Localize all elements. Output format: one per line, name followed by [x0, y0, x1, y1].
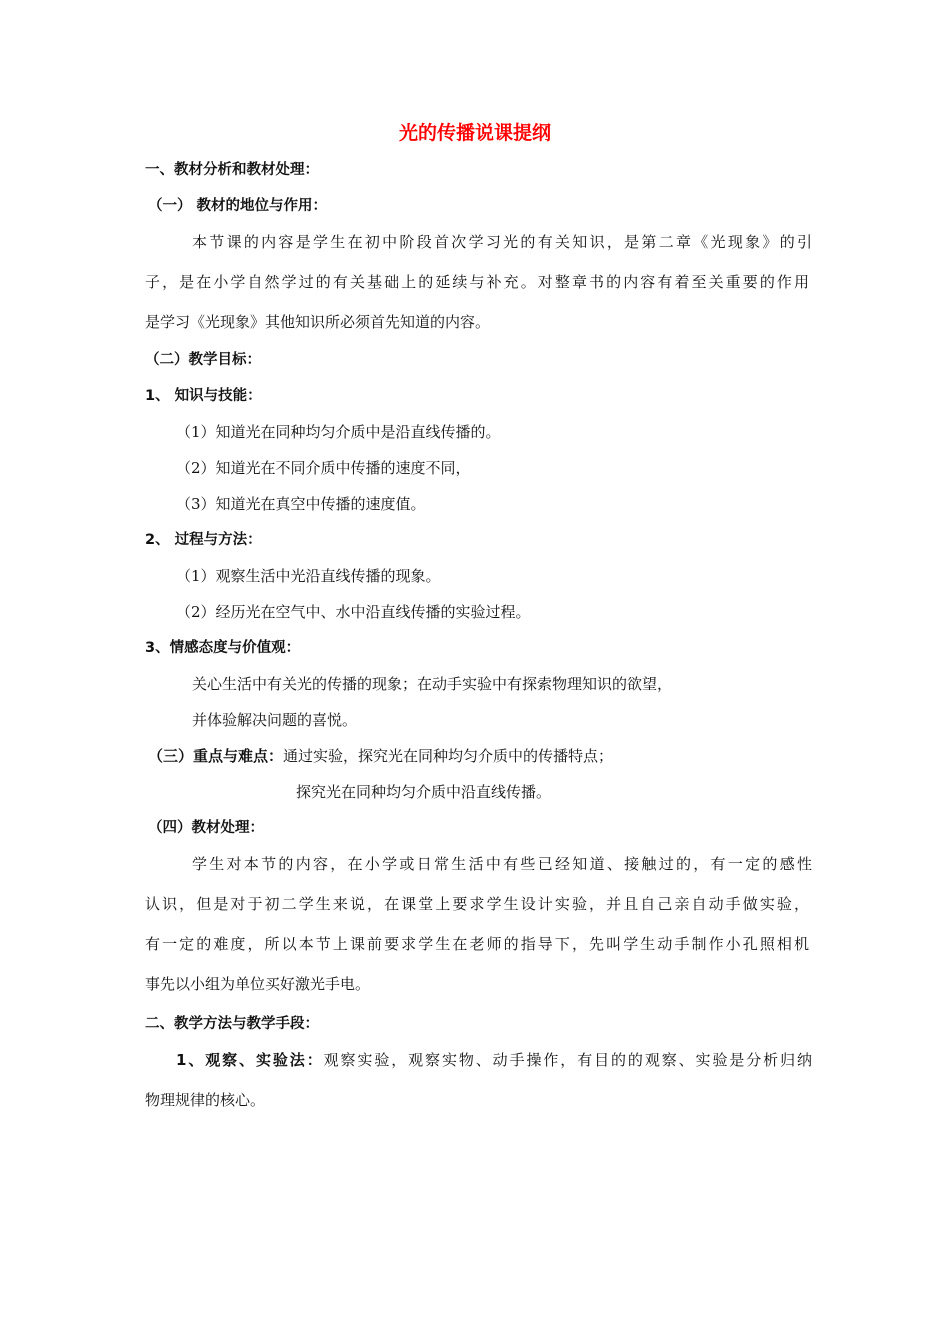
paragraph-line: 认识，但是对于初二学生来说，在课堂上要求学生设计实验，并且自己亲自动手做实验，	[145, 895, 809, 913]
method-continuation: 物理规律的核心。	[145, 1091, 266, 1109]
subsection-1-heading: （一） 教材的地位与作用：	[148, 198, 328, 214]
method-line	[176, 1050, 812, 1070]
paragraph-line: 本节课的内容是学生在初中阶段首次学习光的有关知识，是第二章《光现象》的引	[192, 233, 812, 251]
paragraph-line: 有一定的难度，所以本节上课前要求学生在老师的指导下，先叫学生动手制作小孔照相机	[145, 935, 809, 953]
subsection-2-heading: （二）教学目标：	[145, 352, 261, 368]
goal-item: （1）知道光在同种均匀介质中是沿直线传播的。	[176, 423, 501, 441]
paragraph-line: 事先以小组为单位买好激光手电。	[145, 975, 371, 993]
goal-item: （3）知道光在真空中传播的速度值。	[176, 495, 426, 513]
paragraph-line: 子，是在小学自然学过的有关基础上的延续与补充。对整章书的内容有着至关重要的作用	[145, 273, 809, 291]
goal-item: （2）经历光在空气中、水中沿直线传播的实验过程。	[176, 603, 531, 621]
paragraph-line: 学生对本节的内容，在小学或日常生活中有些已经知道、接触过的，有一定的感性	[192, 855, 812, 873]
goal-item: （2）知道光在不同介质中传播的速度不同，	[176, 459, 471, 477]
method-text: 观察实验，观察实物、动手操作，有目的的观察、实验是分析归纳	[323, 1051, 812, 1069]
key-points-text: 通过实验，探究光在同种均匀介质中的传播特点；	[283, 747, 614, 765]
method-label: 1、观察、实验法：	[176, 1051, 324, 1069]
goal-item: 并体验解决问题的喜悦。	[192, 711, 358, 729]
goal-item: （1）观察生活中光沿直线传播的现象。	[176, 567, 441, 585]
section-1-heading: 一、教材分析和教材处理：	[145, 162, 319, 178]
key-points-label: （三）重点与难点：	[148, 747, 284, 765]
key-points-line	[148, 746, 613, 766]
goal-2-heading: 2、 过程与方法：	[145, 532, 262, 548]
document-title: 光的传播说课提纲	[398, 122, 551, 144]
goal-item: 关心生活中有关光的传播的现象；在动手实验中有探索物理知识的欲望，	[192, 675, 673, 693]
section-2-heading: 二、教学方法与教学手段：	[145, 1016, 319, 1032]
goal-1-heading: 1、 知识与技能：	[145, 388, 262, 404]
difficulty-text: 探究光在同种均匀介质中沿直线传播。	[296, 783, 552, 801]
paragraph-line: 是学习《光现象》其他知识所必须首先知道的内容。	[145, 313, 491, 331]
subsection-4-heading: （四）教材处理：	[148, 820, 264, 836]
goal-3-heading: 3、情感态度与价值观：	[145, 640, 301, 656]
